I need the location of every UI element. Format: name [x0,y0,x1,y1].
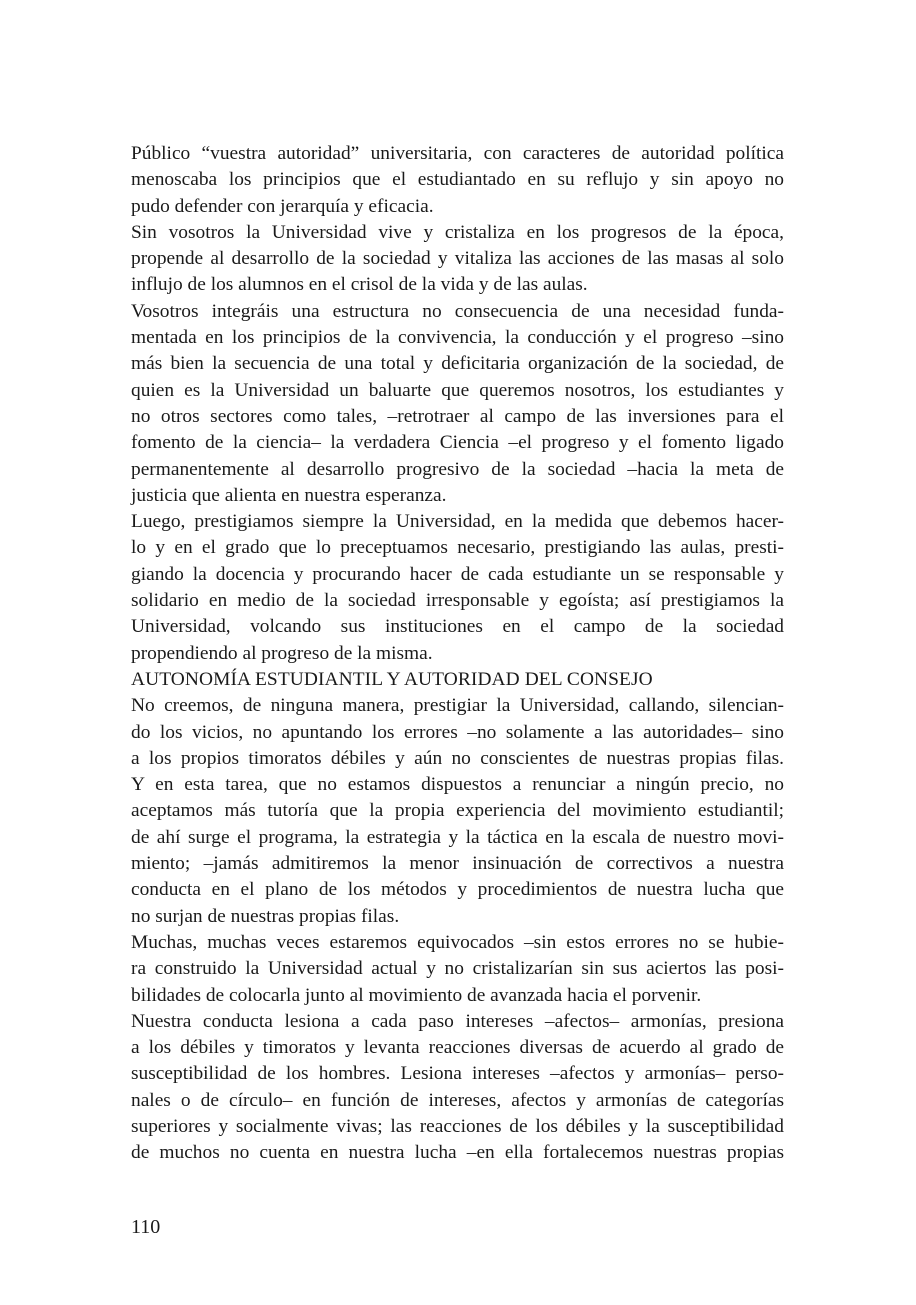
text-line: Sin vosotros la Universidad vive y cristaliza en los progresos de la época, [131,221,784,243]
text-line: aceptamos más tutoría que la propia experiencia del movimiento estudiantil; [131,800,784,822]
paragraph [131,509,784,667]
text-line: Universidad, volcando sus instituciones en el campo de la sociedad [131,616,784,638]
text-line: ra construido la Universidad actual y no cristalizarían sin sus aciertos las posi- [131,958,784,980]
text-line: fomento de la ciencia– la verdadera Ciencia –el progreso y el fomento ligado [131,432,784,454]
text-line: mentada en los principios de la convivencia, la conducción y el progreso –sino [131,327,784,349]
text-line: Luego, prestigiamos siempre la Universidad, en la medida que debemos hacer- [131,511,784,533]
paragraph [131,693,784,930]
text-line: más bien la secuencia de una total y deficitaria organización de la sociedad, de [131,353,784,375]
paragraph [131,1009,784,1167]
text-line: solidario en medio de la sociedad irresponsable y egoísta; así prestigiamos la [131,590,784,612]
paragraph [131,141,784,220]
text-line: miento; –jamás admitiremos la menor insinuación de correctivos a nuestra [131,853,784,875]
text-line: no otros sectores como tales, –retrotraer al campo de las inversiones para el [131,405,784,427]
text-line: Nuestra conducta lesiona a cada paso intereses –afectos– armonías, presiona [131,1010,784,1032]
text-line: a los débiles y timoratos y levanta reacciones diversas de acuerdo al grado de [131,1037,784,1059]
body-text [131,141,784,1167]
text-line: do los vicios, no apuntando los errores –no solamente a las autoridades– sino [131,721,784,743]
text-line: susceptibilidad de los hombres. Lesiona intereses –afectos y armonías– perso- [131,1063,784,1085]
text-line: lo y en el grado que lo preceptuamos necesario, prestigiando las aulas, presti- [131,537,784,559]
text-line: Muchas, muchas veces estaremos equivocados –sin estos errores no se hubie- [131,931,784,953]
text-line: pudo defender con jerarquía y eficacia. [131,195,434,217]
paragraph [131,930,784,1009]
text-line: no surjan de nuestras propias filas. [131,905,400,927]
text-line: nales o de círculo– en función de intereses, afectos y armonías de categorías [131,1089,784,1111]
text-line: influjo de los alumnos en el crisol de la vida y de las aulas. [131,274,588,296]
text-line: de ahí surge el programa, la estrategia y la táctica en la escala de nuestro movi- [131,826,784,848]
text-line: conducta en el plano de los métodos y procedimientos de nuestra lucha que [131,879,784,901]
text-line: menoscaba los principios que el estudiantado en su reflujo y sin apoyo no [131,169,784,191]
page-number: 110 [131,1216,161,1238]
text-line: superiores y socialmente vivas; las reacciones de los débiles y la susceptibilidad [131,1115,784,1137]
text-line: Vosotros integráis una estructura no consecuencia de una necesidad funda- [131,300,784,322]
text-line: de muchos no cuenta en nuestra lucha –en ella fortalecemos nuestras propias [131,1142,784,1164]
text-line: a los propios timoratos débiles y aún no conscientes de nuestras propias filas. [131,747,784,769]
text-line: No creemos, de ninguna manera, prestigiar la Universidad, callando, silencian- [131,695,784,717]
text-line: justicia que alienta en nuestra esperanza. [131,484,447,506]
text-line: Y en esta tarea, que no estamos dispuestos a renunciar a ningún precio, no [131,774,784,796]
paragraph [131,299,784,509]
text-line: quien es la Universidad un baluarte que queremos nosotros, los estudiantes y [131,379,784,401]
text-line: propende al desarrollo de la sociedad y vitaliza las acciones de las masas al solo [131,248,784,270]
text-line: Público “vuestra autoridad” universitaria, con caracteres de autoridad política [131,143,784,164]
paragraph [131,220,784,299]
text-line: permanentemente al desarrollo progresivo de la sociedad –hacia la meta de [131,458,784,480]
section-heading: AUTONOMÍA ESTUDIANTIL Y AUTORIDAD DEL CONSEJO [131,668,653,690]
text-line: propendiendo al progreso de la misma. [131,642,433,664]
text-line: giando la docencia y procurando hacer de cada estudiante un se responsable y [131,563,784,585]
text-line: bilidades de colocarla junto al movimiento de avanzada hacia el porvenir. [131,984,702,1006]
